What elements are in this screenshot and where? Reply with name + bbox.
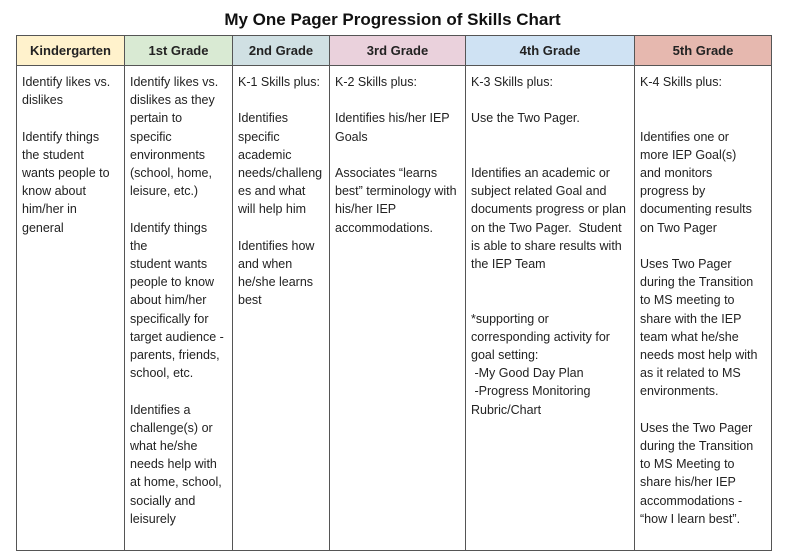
cell-4th-grade [466,66,635,551]
cell-text: K-1 Skills plus: Identifies specific academic needs/challeng es and what will help him Identifies how and when he/she learns best [238,75,323,308]
cell-text: Identify likes vs. dislikes Identify things the student wants people to know about him/her in general [22,75,111,235]
header-2nd-grade: 2nd Grade [233,36,330,66]
header-kindergarten: Kindergarten [17,36,125,66]
skills-row [17,66,772,551]
cell-3rd-grade [330,66,466,551]
cell-2nd-grade [233,66,330,551]
header-1st-grade: 1st Grade [125,36,233,66]
cell-5th-grade [635,66,772,551]
cell-text: K-3 Skills plus: Use the Two Pager. Identifies an academic or subject related Goal and documents progress or plan on the Two Pager. Student is able to share results with the IEP Team *supporting or corresponding activity for goal setting: -My Good Day Plan -Progress Monitoring Rubric/Chart [471,75,626,417]
header-4th-grade: 4th Grade [466,36,635,66]
cell-text: Identify likes vs. dislikes as they pertain to specific environments (school, home, leisure, etc.) Identify things the student wants people to know about him/her specifically for target audience - parents, friends, school, etc. Identifies a challenge(s) or what he/she needs help with at home, school, socially and leisurely [130,75,224,526]
header-row [17,36,772,66]
page-title: My One Pager Progression of Skills Chart [224,10,561,29]
cell-1st-grade [125,66,233,551]
header-5th-grade: 5th Grade [635,36,772,66]
cell-text: K-2 Skills plus: Identifies his/her IEP Goals Associates “learns best” terminology with his/her IEP accommodations. [335,75,457,235]
cell-kindergarten [17,66,125,551]
skills-chart-table [16,35,772,551]
header-3rd-grade: 3rd Grade [330,36,466,66]
cell-text: K-4 Skills plus: Identifies one or more IEP Goal(s) and monitors progress by documenting results on Two Pager Uses Two Pager during the Transition to MS meeting to share with the IEP team what he/she needs most help with as it related to MS environments. Uses the Two Pager during the Transition to MS Meeting to share his/her IEP accommodations - “how I learn best”. [640,75,758,526]
